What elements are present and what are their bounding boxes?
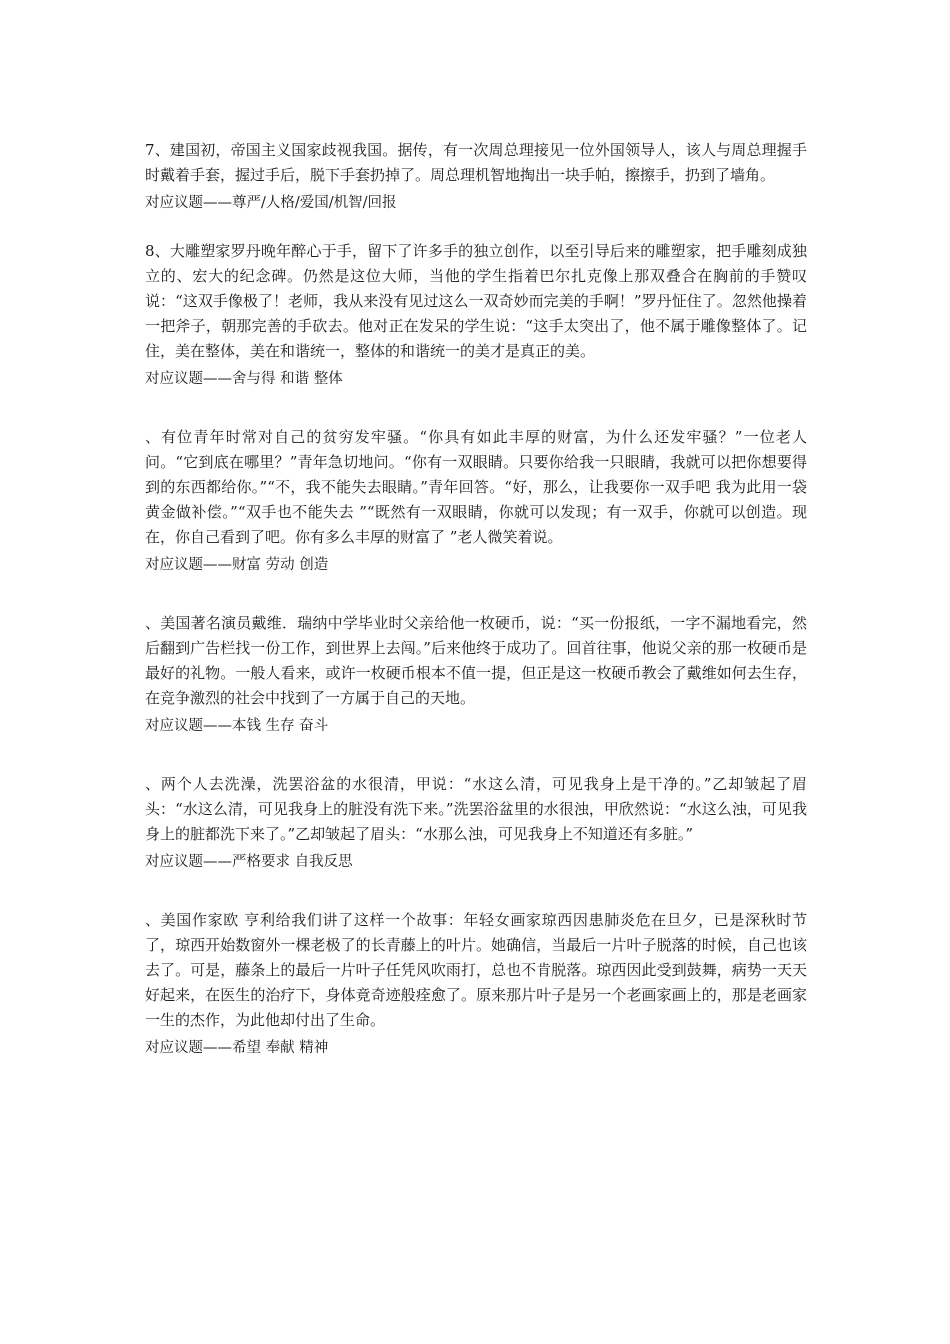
entry-text: 8、大雕塑家罗丹晚年醉心于手，留下了许多手的独立创作，以至引导后来的雕塑家，把手雕刻成独立的、宏大的纪念碑。仍然是这位大师，当他的学生指着巴尔扎克像上那双叠合在胸前的手赞叹说：“这双手像极了！老师，我从来没有见过这么一双奇妙而完美的手啊！”罗丹怔住了。忽然他操着一把斧子，朝那完善的手砍去。他对正在发呆的学生说：“这手太突出了，他不属于雕像整体了。记住，美在整体，美在和谐统一，整体的和谐统一的美才是真正的美。 [145,242,807,360]
entry-text: 、美国著名演员戴维．瑞纳中学毕业时父亲给他一枚硬币，说：“买一份报纸，一字不漏地看完，然后翻到广告栏找一份工作，到世界上去闯。”后来他终于成功了。回首往事，他说父亲的那一枚硬币是最好的礼物。一般人看来，或许一枚硬币根本不值一提，但正是这一枚硬币教会了戴维如何去生存，在竞争激烈的社会中找到了一方属于自己的天地。 [145,614,807,707]
entry-bath [145,772,807,874]
entry-topic: 对应议题——希望 奉献 精神 [145,1040,329,1056]
entry-topic: 对应议题——严格要求 自我反思 [145,854,353,870]
entry-8 [145,239,807,391]
entry-poor-youth [145,425,807,577]
entry-coin [145,611,807,738]
entry-7 [145,138,807,215]
entry-topic: 对应议题——本钱 生存 奋斗 [145,718,329,734]
entry-last-leaf [145,908,807,1060]
entry-text: 、有位青年时常对自己的贫穷发牢骚。“你具有如此丰厚的财富，为什么还发牢骚？”一位老人问。“它到底在哪里？”青年急切地问。“你有一双眼睛。只要你给我一只眼睛，我就可以把你想要得到的东西都给你。”“不，我不能失去眼睛。”青年回答。“好，那么，让我要你一双手吧 我为此用一袋黄金做补偿。”“双手也不能失去 ”“既然有一双眼睛，你就可以发现；有一双手，你就可以创造。现在，你自己看到了吧。你有多么丰厚的财富了 ”老人微笑着说。 [145,428,807,546]
entry-topic: 对应议题——尊严/人格/爱国/机智/回报 [145,195,397,211]
document-page [145,138,807,1084]
entry-text: 、美国作家欧 亨利给我们讲了这样一个故事：年轻女画家琼西因患肺炎危在旦夕，已是深秋时节了，琼西开始数窗外一棵老极了的长青藤上的叶片。她确信，当最后一片叶子脱落的时候，自己也该去了。可是，藤条上的最后一片叶子任凭风吹雨打，总也不肯脱落。琼西因此受到鼓舞，病势一天天好起来，在医生的治疗下，身体竟奇迹般痊愈了。原来那片叶子是另一个老画家画上的，那是老画家一生的杰作，为此他却付出了生命。 [145,911,807,1029]
entry-text: 7、建国初，帝国主义国家歧视我国。据传，有一次周总理接见一位外国领导人，该人与周总理握手时戴着手套，握过手后，脱下手套扔掉了。周总理机智地掏出一块手帕，擦擦手，扔到了墙角。 [145,141,807,184]
entry-topic: 对应议题——财富 劳动 创造 [145,557,329,573]
entry-topic: 对应议题——舍与得 和谐 整体 [145,371,343,387]
entry-text: 、两个人去洗澡，洗罢浴盆的水很清，甲说：“水这么清，可见我身上是干净的。”乙却皱起了眉头：“水这么清，可见我身上的脏没有洗下来。”洗罢浴盆里的水很浊，甲欣然说：“水这么浊，可见我身上的脏都洗下来了。”乙却皱起了眉头：“水那么浊，可见我身上不知道还有多脏。” [145,775,807,843]
